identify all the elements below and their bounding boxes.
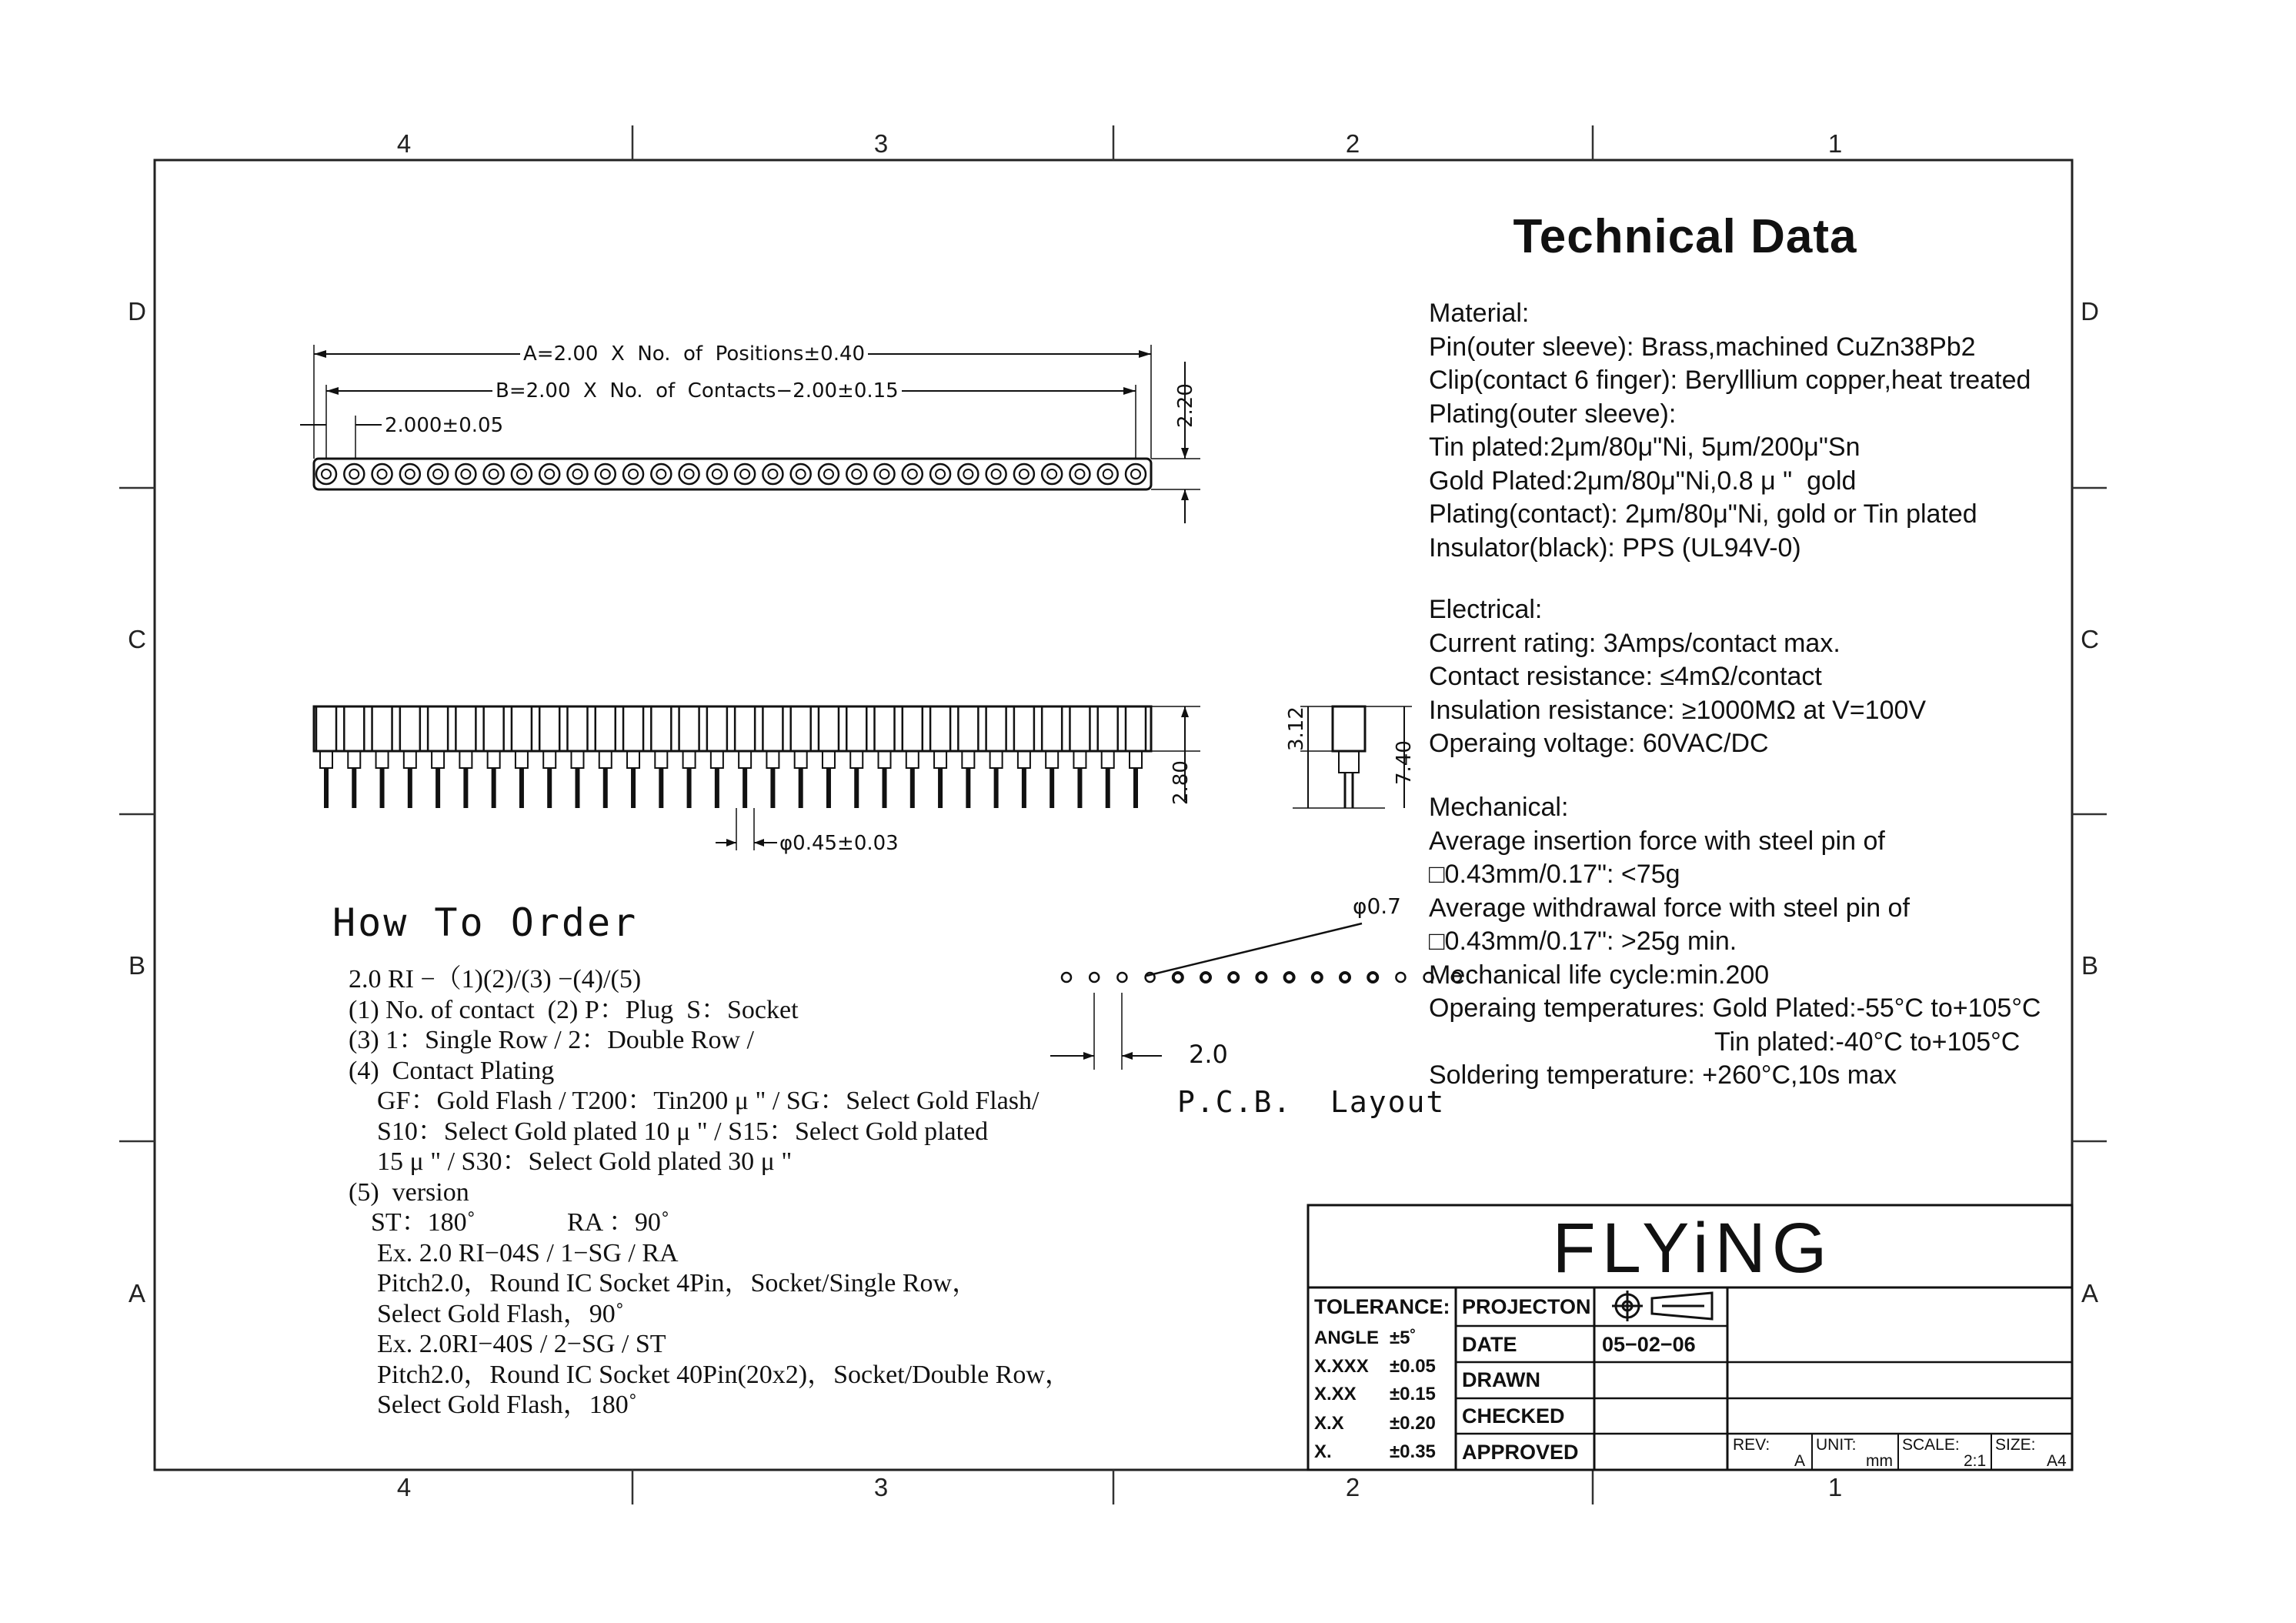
pin-tail <box>436 768 440 808</box>
pin-sleeve <box>400 706 420 751</box>
pcb-hole <box>1285 973 1294 982</box>
tech-electrical-line: Insulation resistance: ≥1000MΩ at V=100V <box>1429 695 1927 725</box>
order-line: Ex. 2.0RI−40S / 2−SG / ST <box>377 1330 666 1358</box>
contact-hole-inner <box>852 469 861 479</box>
contact-hole-inner <box>517 469 526 479</box>
pin-sleeve <box>1098 706 1118 751</box>
tech-material-line: Pin(outer sleeve): Brass,machined CuZn38Pb2 <box>1429 332 1976 362</box>
contact-hole-inner <box>1131 469 1140 479</box>
pin-sleeve <box>846 706 866 751</box>
tol-val-3: ±0.20 <box>1390 1413 1436 1434</box>
contact-hole-inner <box>433 469 442 479</box>
pin-tail <box>547 768 552 808</box>
contact-hole <box>986 464 1006 484</box>
pcb-hole <box>1173 973 1183 982</box>
pin-neck <box>711 751 723 768</box>
pin-sleeve <box>735 706 755 751</box>
pin-tail <box>994 768 999 808</box>
order-line: S10：Select Gold plated 10 μ " / S15：Select Gold plated <box>377 1117 989 1146</box>
tech-material-line: Tin plated:2μm/80μ"Ni, 5μm/200μ"Sn <box>1429 432 1860 462</box>
pin-neck <box>683 751 696 768</box>
pcb-hole <box>1368 973 1377 982</box>
contact-hole <box>903 464 923 484</box>
order-line: (3) 1：Single Row / 2：Double Row / <box>349 1026 754 1054</box>
pin-neck <box>879 751 891 768</box>
brand-logo: FLYiNG <box>1552 1209 1834 1287</box>
contact-hole <box>567 464 587 484</box>
pin-tail <box>883 768 887 808</box>
dim-width-label: 2.20 <box>1174 383 1197 428</box>
pcb-hole <box>1117 973 1126 982</box>
contact-hole-inner <box>1047 469 1056 479</box>
pin-sleeve <box>539 706 559 751</box>
contact-hole-inner <box>1020 469 1029 479</box>
zone-bottom-2: 2 <box>1345 1473 1360 1501</box>
pin-tail <box>659 768 663 808</box>
zone-right-a: A <box>2081 1279 2098 1307</box>
zone-bottom-1: 1 <box>1827 1473 1843 1501</box>
dim-pitch-label: 2.000±0.05 <box>385 414 504 437</box>
contact-hole <box>1042 464 1062 484</box>
contact-hole <box>344 464 364 484</box>
pin-sleeve <box>428 706 448 751</box>
pin-sleeve <box>316 706 336 751</box>
dim-a-label: A=2.00 X No. of Positions±0.40 <box>520 344 868 364</box>
pin-neck <box>543 751 556 768</box>
zone-right-b: B <box>2081 951 2098 980</box>
tech-mechanical-line: Average insertion force with steel pin of <box>1429 826 1885 856</box>
pcb-hole <box>1229 973 1238 982</box>
pin-tail <box>1050 768 1054 808</box>
angle-label: ANGLE <box>1314 1327 1379 1348</box>
pin-sleeve <box>958 706 978 751</box>
pin-neck <box>795 751 807 768</box>
order-line: (4) Contact Plating <box>349 1056 555 1085</box>
contact-hole <box>1126 464 1146 484</box>
pin-tail <box>519 768 524 808</box>
contact-hole <box>875 464 895 484</box>
order-line: (1) No. of contact (2) P：Plug S：Socket <box>349 995 799 1024</box>
rev-value: A <box>1794 1452 1806 1470</box>
tech-mechanical-line: Mechanical life cycle:min.200 <box>1429 960 1770 990</box>
contact-hole <box>316 464 336 484</box>
pin-neck <box>739 751 751 768</box>
contact-hole <box>819 464 839 484</box>
pin-tail <box>1077 768 1082 808</box>
pin-tail <box>352 768 356 808</box>
pin-neck <box>850 751 863 768</box>
contact-hole <box>763 464 783 484</box>
tech-material-line: Insulator(black): PPS (UL94V-0) <box>1429 533 1801 563</box>
projection-label: PROJECTON <box>1462 1295 1591 1318</box>
pin-tail <box>938 768 943 808</box>
pin-sleeve <box>1070 706 1090 751</box>
contact-hole-inner <box>963 469 973 479</box>
technical-data-title: Technical Data <box>1513 210 1857 263</box>
tech-electrical-line: Operaing voltage: 60VAC/DC <box>1429 729 1769 758</box>
contact-hole-inner <box>545 469 554 479</box>
contact-hole-inner <box>740 469 749 479</box>
contact-hole <box>400 464 420 484</box>
contact-hole-inner <box>936 469 945 479</box>
date-label: DATE <box>1462 1333 1517 1356</box>
contact-hole-inner <box>461 469 470 479</box>
contact-hole <box>707 464 727 484</box>
angle-value: ±5˚ <box>1390 1327 1417 1348</box>
contact-hole-inner <box>824 469 833 479</box>
zone-left-a: A <box>128 1279 145 1307</box>
pcb-hole <box>1340 973 1350 982</box>
tech-material-line: Plating(outer sleeve): <box>1429 399 1677 429</box>
contact-hole-inner <box>768 469 777 479</box>
zone-top-3: 3 <box>873 129 889 158</box>
contact-hole <box>372 464 392 484</box>
contact-hole-inner <box>685 469 694 479</box>
contact-hole-inner <box>405 469 415 479</box>
tolerance-label: TOLERANCE: <box>1314 1295 1450 1318</box>
pin-tail <box>826 768 831 808</box>
contact-hole-inner <box>322 469 331 479</box>
zone-left-c: C <box>128 625 146 653</box>
dim-hole-label: φ0.7 <box>1353 893 1401 919</box>
contact-hole-inner <box>601 469 610 479</box>
tech-mechanical-line: Tin plated:-40°C to+105°C <box>1714 1027 2021 1057</box>
order-line: GF：Gold Flash / T200：Tin200 μ " / SG：Select Gold Flash/ <box>377 1087 1040 1115</box>
pin-sleeve <box>1014 706 1034 751</box>
tech-material-line: Material: <box>1429 299 1530 328</box>
tol-key-4: X. <box>1314 1441 1332 1462</box>
zone-bottom-4: 4 <box>396 1473 412 1501</box>
pin-sleeve <box>930 706 950 751</box>
how-to-order-title: How To Order <box>332 900 639 945</box>
pin-neck <box>627 751 639 768</box>
pin-neck <box>934 751 946 768</box>
pin-neck <box>823 751 835 768</box>
zone-bottom-3: 3 <box>873 1473 889 1501</box>
pin-tail <box>966 768 970 808</box>
unit-value: mm <box>1866 1452 1893 1470</box>
pcb-hole <box>1201 973 1210 982</box>
pin-tail <box>631 768 636 808</box>
order-line: 15 μ " / S30：Select Gold plated 30 μ " <box>377 1147 793 1176</box>
order-line: Pitch2.0，Round IC Socket 40Pin(20x2)，Socket/Double Row， <box>377 1360 1071 1389</box>
pin-tail <box>1022 768 1026 808</box>
tech-material-line: Clip(contact 6 finger): Berylllium copper,heat treated <box>1429 366 2031 395</box>
dim-side-top-label: 3.12 <box>1285 706 1308 751</box>
zone-top-2: 2 <box>1345 129 1360 158</box>
contact-holes <box>316 464 1146 484</box>
pin-tail <box>770 768 775 808</box>
contact-hole-inner <box>880 469 889 479</box>
contact-hole <box>512 464 532 484</box>
pin-sleeve <box>679 706 699 751</box>
contact-hole <box>651 464 671 484</box>
contact-hole <box>958 464 978 484</box>
pin-sleeve <box>1126 706 1146 751</box>
contact-hole-inner <box>1103 469 1113 479</box>
contact-hole-inner <box>656 469 666 479</box>
contact-hole <box>735 464 755 484</box>
tol-val-1: ±0.05 <box>1390 1356 1436 1377</box>
contact-hole <box>1070 464 1090 484</box>
pcb-hole <box>1396 973 1405 982</box>
contact-hole <box>930 464 950 484</box>
pin-tail <box>854 768 859 808</box>
contact-hole <box>456 464 476 484</box>
pin-tail <box>799 768 803 808</box>
date-value: 05−02−06 <box>1602 1333 1696 1356</box>
contact-hole <box>484 464 504 484</box>
order-line: Ex. 2.0 RI−04S / 1−SG / RA <box>377 1238 679 1267</box>
tol-key-3: X.X <box>1314 1413 1344 1434</box>
pin-neck <box>990 751 1003 768</box>
pin-tail <box>1106 768 1110 808</box>
size-label: SIZE: <box>1995 1436 2036 1454</box>
pin-neck <box>432 751 444 768</box>
checked-label: CHECKED <box>1462 1404 1565 1428</box>
pin-tail <box>380 768 385 808</box>
contact-hole-inner <box>712 469 722 479</box>
tech-material-line: Plating(contact): 2μm/80μ"Ni, gold or Tin plated <box>1429 499 1977 529</box>
tol-key-1: X.XXX <box>1314 1356 1369 1377</box>
pin-sleeve <box>567 706 587 751</box>
pin-neck <box>906 751 919 768</box>
pin-neck <box>320 751 332 768</box>
contact-hole <box>679 464 699 484</box>
zone-right-c: C <box>2081 625 2099 653</box>
pcb-hole <box>1313 973 1322 982</box>
tech-mechanical-line: Average withdrawal force with steel pin of <box>1429 893 1910 923</box>
order-line: ST：180˚ RA ：90˚ <box>371 1208 670 1237</box>
pin-tail <box>408 768 412 808</box>
contact-hole <box>846 464 866 484</box>
pin-neck <box>348 751 360 768</box>
pin-tail <box>603 768 608 808</box>
pin-tail <box>715 768 719 808</box>
tech-mechanical-line: □0.43mm/0.17": >25g min. <box>1429 927 1737 956</box>
zone-top-1: 1 <box>1827 129 1843 158</box>
pin-sleeve <box>596 706 616 751</box>
pin-tail <box>1133 768 1138 808</box>
dim-pcb-pitch-label: 2.0 <box>1189 1040 1228 1069</box>
pcb-layout-label: P.C.B. Layout <box>1177 1085 1446 1119</box>
contact-hole <box>428 464 448 484</box>
zone-top-4: 4 <box>396 129 412 158</box>
pin-sleeve <box>875 706 895 751</box>
tech-mechanical-line: Mechanical: <box>1429 793 1569 822</box>
pin-tail <box>910 768 915 808</box>
scale-value: 2:1 <box>1964 1452 1987 1470</box>
contact-hole <box>623 464 643 484</box>
front-pins <box>316 706 1146 808</box>
pin-sleeve <box>791 706 811 751</box>
pin-sleeve <box>344 706 364 751</box>
order-line: Pitch2.0，Round IC Socket 4Pin，Socket/Single Row， <box>377 1269 979 1297</box>
pcb-hole <box>1256 973 1266 982</box>
tech-electrical-line: Contact resistance: ≤4mΩ/contact <box>1429 662 1822 691</box>
tech-mechanical-line: Soldering temperature: +260°C,10s max <box>1429 1060 1897 1090</box>
pin-sleeve <box>484 706 504 751</box>
pin-neck <box>376 751 389 768</box>
pin-sleeve <box>763 706 783 751</box>
contact-hole-inner <box>629 469 638 479</box>
tol-val-2: ±0.15 <box>1390 1384 1436 1404</box>
contact-hole <box>596 464 616 484</box>
pin-sleeve <box>456 706 476 751</box>
contact-hole <box>539 464 559 484</box>
pin-neck <box>1102 751 1114 768</box>
pin-sleeve <box>651 706 671 751</box>
pcb-hole <box>1090 973 1099 982</box>
tol-key-2: X.XX <box>1314 1384 1357 1404</box>
pcb-hole <box>1062 973 1071 982</box>
pin-neck <box>1130 751 1142 768</box>
dim-height-body-label: 2.80 <box>1170 760 1193 805</box>
pcb-layout <box>1050 923 1461 1070</box>
contact-hole-inner <box>378 469 387 479</box>
pin-neck <box>571 751 583 768</box>
contact-hole-inner <box>992 469 1001 479</box>
pin-sleeve <box>372 706 392 751</box>
pin-neck <box>655 751 667 768</box>
pin-neck <box>962 751 974 768</box>
pin-tail <box>575 768 579 808</box>
tech-electrical-line: Electrical: <box>1429 595 1543 624</box>
pin-sleeve <box>819 706 839 751</box>
pin-sleeve <box>986 706 1006 751</box>
projection-symbol-icon <box>1612 1291 1712 1321</box>
contact-hole <box>1098 464 1118 484</box>
tol-val-4: ±0.35 <box>1390 1441 1436 1462</box>
order-line: 2.0 RI −（1)(2)/(3) −(4)/(5) <box>349 965 642 994</box>
pin-neck <box>1073 751 1086 768</box>
zone-left-b: B <box>128 951 145 980</box>
pin-tail <box>743 768 747 808</box>
pin-sleeve <box>623 706 643 751</box>
contact-hole <box>1014 464 1034 484</box>
drawn-label: DRAWN <box>1462 1368 1540 1391</box>
contact-hole-inner <box>908 469 917 479</box>
tech-electrical-line: Current rating: 3Amps/contact max. <box>1429 628 1840 658</box>
dim-side-total-label: 7.40 <box>1393 740 1416 785</box>
unit-label: UNIT: <box>1816 1436 1857 1454</box>
pin-neck <box>488 751 500 768</box>
pin-neck <box>459 751 472 768</box>
contact-hole-inner <box>489 469 499 479</box>
front-view <box>314 706 1200 850</box>
dim-b-label: B=2.00 X No. of Contacts−2.00±0.15 <box>492 381 902 401</box>
pin-neck <box>599 751 612 768</box>
pin-tail <box>687 768 692 808</box>
order-line: Select Gold Flash，90˚ <box>377 1299 625 1328</box>
pin-neck <box>1046 751 1058 768</box>
pin-tail <box>492 768 496 808</box>
tech-material-line: Gold Plated:2μm/80μ"Ni,0.8 μ " gold <box>1429 466 1857 496</box>
pin-neck <box>1018 751 1030 768</box>
pin-neck <box>516 751 528 768</box>
contact-hole-inner <box>796 469 806 479</box>
pin-sleeve <box>903 706 923 751</box>
approved-label: APPROVED <box>1462 1441 1579 1464</box>
pin-sleeve <box>707 706 727 751</box>
tech-mechanical-line: Operaing temperatures: Gold Plated:-55°C to+105°C <box>1429 994 2041 1023</box>
zone-left-d: D <box>128 297 146 326</box>
pin-tail <box>324 768 329 808</box>
size-value: A4 <box>2047 1452 2067 1470</box>
zone-right-d: D <box>2081 297 2099 326</box>
pin-tail <box>463 768 468 808</box>
contact-hole-inner <box>1075 469 1084 479</box>
contact-hole-inner <box>572 469 582 479</box>
pin-neck <box>404 751 416 768</box>
tech-mechanical-line: □0.43mm/0.17": <75g <box>1429 860 1680 889</box>
pin-sleeve <box>1042 706 1062 751</box>
contact-hole <box>791 464 811 484</box>
dim-pin-dia-label: φ0.45±0.03 <box>779 832 899 855</box>
order-line: Select Gold Flash，180˚ <box>377 1391 638 1419</box>
pin-neck <box>766 751 779 768</box>
rev-label: REV: <box>1733 1436 1770 1454</box>
pin-sleeve <box>512 706 532 751</box>
order-line: (5) version <box>349 1177 469 1207</box>
contact-hole-inner <box>349 469 359 479</box>
scale-label: SCALE: <box>1902 1436 1960 1454</box>
